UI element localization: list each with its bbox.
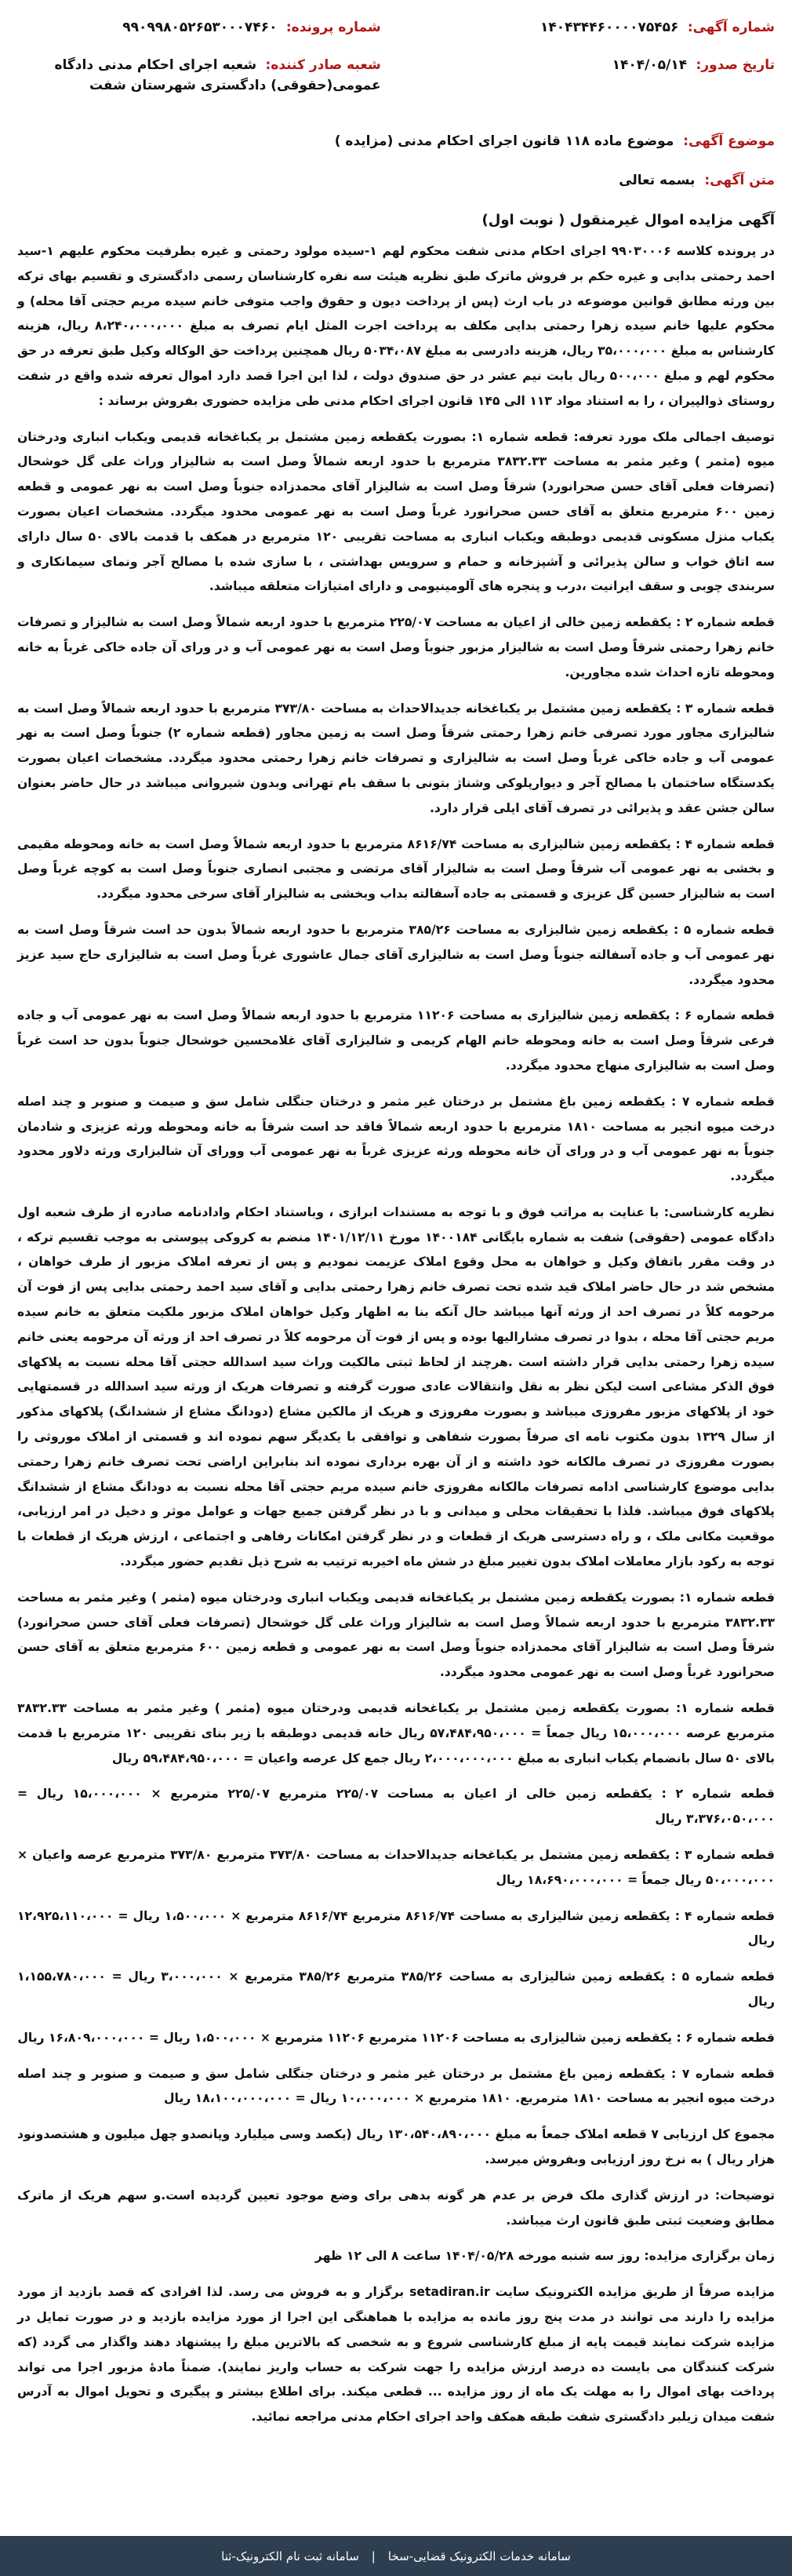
- paragraph: زمان برگزاری مزایده: روز سه شنبه مورخه ۱۴۰۴/۰۵/۲۸ ساعت ۸ الی ۱۲ ظهر: [314, 2249, 775, 2264]
- header-right: [411, 0, 775, 75]
- paragraph: قطعه شماره ۳ : یکقطعه زمین مشتمل بر یکباغخانه جدیدالاحداث به مساحت ۳۷۳/۸۰ مترمربع ۳۷۳/۸۰ مترمربع عرصه واعیان × ۵۰،۰۰۰،۰۰۰ ریال جمعاً = ۱۸،۶۹۰،۰۰۰،۰۰۰ ریال: [17, 1848, 775, 1887]
- paragraph: قطعه شماره ۳ : یکقطعه زمین مشتمل بر یکباغخانه جدیدالاحداث به مساحت ۳۷۳/۸۰ مترمربع با حدود اربعه شمالاً وصل است به شالیزاری مجاور مورد تصرفی خانم زهرا رحمتی شرقاً وصل است به زمین مجاور (قطعه شماره ۲) جنوباً وصل است به نهر عمومی آب و جاده خاکی غرباً وصل است به شالیزاری و تصرفات خانم زهرا رحمتی محدود میگردد. مشخصات اعیان بصورت یکدستگاه ساختمان با مصالح آجر و دیوارپلوکی وشناژ بتونی با سقف بام تهرانی وبدون شیروانی میباشد در حال حاضر بعنوان سالن جشن عقد و پذیرائی در تصرف آقای ایلی قرار دارد.: [17, 701, 775, 815]
- paragraph: توضیحات: در ارزش گذاری ملک فرض بر عدم هر گونه بدهی برای وضع موجود تعیین گردیده است.و سهم هریک از ماترک مطابق وضعیت ثبتی طبق قانون ارث میباشد.: [17, 2188, 775, 2228]
- header: [17, 0, 775, 96]
- paragraph: قطعه شماره ۷ : یکقطعه زمین باغ مشتمل بر درختان غیر مثمر و درختان جنگلی شامل سق و صیمت و صنوبر و چند اصله درخت میوه انجیر به مساحت ۱۸۱۰ مترمربع با حدود اربعه شمالاً فاقد حد است شرقاً به خانه ومحوطه ورثه عزیزی و شادمان جنوباً به نهر عمومی آب و در ورای آن خانه محوطه ورثه عزیزی غرباً به نهر عمومی آب وورای آن شالیزاری ورثه دلاور محدود میگردد.: [17, 1094, 775, 1184]
- issue-date: تاریخ صدور: ۱۴۰۴/۰۵/۱۴: [612, 57, 775, 73]
- case-number: شماره پرونده: ۹۹۰۹۹۸۰۵۲۶۵۳۰۰۰۷۴۶۰: [122, 20, 381, 35]
- paragraph: قطعه شماره ۴ : یکقطعه زمین شالیزاری به مساحت ۸۶۱۶/۷۴ مترمربع با حدود اربعه شمالاً وصل است به خانه ومحوطه مقیمی و بخشی به نهر عمومی آب شرقاً وصل است به شالیزار آقای مرتضی و مجتبی انصاری جنوباً وصل است به کوچه غرباً وصل است به شالیزار حسین گل عزیزی و قسمتی به جاده آسفالته بداب وبخشی به شالیزار آقای سرخی محدود میگردد.: [17, 836, 775, 902]
- issuer: شعبه صادر کننده: شعبه اجرای احکام مدنی دادگاه عمومی(حقوقی) دادگستری شهرستان شفت: [54, 57, 381, 93]
- footer-bar: [0, 2536, 792, 2576]
- paragraph: قطعه شماره ۴ : یکقطعه زمین شالیزاری به مساحت ۸۶۱۶/۷۴ مترمربع ۸۶۱۶/۷۴ مترمربع × ۱،۵۰۰،۰۰۰ ریال = ۱۲،۹۲۵،۱۱۰،۰۰۰ ریال: [17, 1908, 775, 1948]
- header-left: [17, 0, 381, 96]
- paragraph: قطعه شماره ۶ : یکقطعه زمین شالیزاری به مساحت ۱۱۲۰۶ مترمربع ۱۱۲۰۶ مترمربع × ۱،۵۰۰،۰۰۰ ریال = ۱۶،۸۰۹،۰۰۰،۰۰۰ ریال: [17, 2030, 775, 2045]
- paragraph: قطعه شماره ۵ : یکقطعه زمین شالیزاری به مساحت ۳۸۵/۲۶ مترمربع ۳۸۵/۲۶ مترمربع × ۳،۰۰۰،۰۰۰ ریال = ۱،۱۵۵،۷۸۰،۰۰۰ ریال: [17, 1969, 775, 2009]
- paragraph: توصیف اجمالی ملک مورد تعرفه: قطعه شماره ۱: بصورت یکقطعه زمین مشتمل بر یکباغخانه قدیمی ویکباب انباری ودرختان میوه (مثمر ) وغیر مثمر به مساحت ۳۸۳۲.۳۳ مترمربع با حدود اربعه شمالاً وصل است به شالیزار وراث علی گل خوشحال (تصرفات فعلی آقای حسن صحرانورد) شرقاً وصل است به شالیزار آقای محمدزاده جنوباً وصل است به نهر عمومی و قطعه زمین ۶۰۰ مترمربع متعلق به آقای حسن صحرانورد غرباً وصل است به نهر عمومی محدود میگردد. مشخصات اعیان بصورت یکباب منزل مسکونی قدیمی دوطبقه ویکباب انباری به مساحت تقریبی ۱۲۰ مترمربع در همکف با قدمت بالای ۵۰ سال دارای سه اتاق خواب و سالن پذیرائی و آشپزخانه و حمام و سرویس بهداشتی ، با سازی شده با مصالح آجر ونمای سیمانکاری و سربندی چوبی و سقف ایرانیت ،درب و پنجره های آلومینیومی و دارای امتیازات متعلقه میباشد.: [17, 429, 776, 594]
- paragraph: در پرونده کلاسه ۹۹۰۳۰۰۰۶ اجرای احکام مدنی شفت محکوم لهم ۱-سیده مولود رحمتی و غیره بطرفیت محکوم علیهم ۱-سید احمد رحمتی بدایی و غیره حکم بر فروش ماترک طبق نظریه هیئت سه نفره کارشناسان رسمی دادگستری و تقسیم بهای ترکه بین ورثه مطابق قوانین موضوعه در باب ارث (پس از پرداخت دیون و حقوق واجب متوفی خانم سیده مریم حجتی آقا محله) و محکوم علیها خانم سیده زهرا رحمتی بدایی مکلف به پرداخت اجرت المثل ایام تصرف به مبلغ ۸،۲۴۰،۰۰۰،۰۰۰ ریال، هزینه کارشناس به مبلغ ۳۵،۰۰۰،۰۰۰ ریال، هزینه دادرسی به مبلغ ۵۰۳۴،۰۸۷ ریال همچنین پرداخت حق الوکاله وکیل طبق تعرفه در حق محکوم لهم و مبلغ ۵۰۰،۰۰۰ ریال بابت نیم عشر در حق صندوق دولت ، لذا این اجرا قصد دارد اموال تعرفه شده واقع در شفت روستای ذوالپیران ، را به استناد مواد ۱۱۳ الی ۱۴۵ قانون اجرای احکام مدنی طی مزایده حضوری بفروش برساند :: [17, 244, 775, 408]
- notice-title: آگهی مزایده اموال غیرمنقول ( نوبت اول): [481, 212, 775, 228]
- paragraph: قطعه شماره ۶ : یکقطعه زمین شالیزاری به مساحت ۱۱۲۰۶ مترمربع با حدود اربعه شمالاً وصل است به نهر عمومی آب و جاده فرعی شرقاً وصل است به خانه ومحوطه خانم الهام کریمی و شالیزاری آقای غلامحسین خوشحال جنوباً بدون حد است غرباً وصل است به شالیزاری منهاج محدود میگردد.: [17, 1008, 776, 1073]
- footer-link-sakha[interactable]: سامانه خدمات الکترونیک قضایی-سخا: [387, 2549, 571, 2563]
- paragraph: قطعه شماره ۱: بصورت یکقطعه زمین مشتمل بر یکباغخانه قدیمی ودرختان میوه (مثمر ) وغیر مثمر به مساحت ۳۸۳۲.۳۳ مترمربع عرصه ۱۵،۰۰۰،۰۰۰ ریال جمعاً = ۵۷،۴۸۴،۹۵۰،۰۰۰ ریال خانه قدیمی دوطبقه با زیر بنای تقریبی ۱۲۰ مترمربع با قدمت بالای ۵۰ سال بانضمام یکباب انباری به مبلغ ۲،۰۰۰،۰۰۰،۰۰۰ ریال جمع کل عرصه واعیان = ۵۹،۴۸۴،۹۵۰،۰۰۰ ریال: [17, 1701, 775, 1765]
- notice-paragraphs: [17, 239, 775, 2430]
- paragraph: مجموع کل ارزیابی ۷ قطعه املاک جمعاً به مبلغ ۱۳۰،۵۴۰،۸۹۰،۰۰۰ ریال (یکصد وسی میلیارد وپانصدو چهل میلیون و هشتصدونود هزار ریال ) به نرخ روز ارزیابی وبفروش میرسد.: [17, 2127, 775, 2166]
- text-label: متن آگهی: بسمه تعالی: [619, 173, 775, 188]
- paragraph: نظریه کارشناسی: با عنایت به مراتب فوق و با توجه به مستندات ابرازی ، وباستناد احکام وادادنامه صادره از طرف شعبه اول دادگاه عمومی (حقوقی) شفت به شماره بایگانی ۱۴۰۰۱۸۴ مورخ ۱۴۰۱/۱۲/۱۱ منضم به کروکی پیوستی به موجب تقسیم ترکه ، در وقت مقرر باتفاق وکیل و خواهان به محل وقوع املاک عزیمت نمودیم و پس از تعرفه املاک مزبور از طرف خواهان ، مشخص شد در حال حاضر املاک قید شده تحت تصرف خانم زهرا رحمتی بدایی و آقای سید احمد رحمتی بدایی پس از فوت آن مرحومه کلاً در تصرف احد از ورثه آنها میباشد حال آنکه بنا به اظهار وکیل خواهان املاک مزبور ملکیت متعلق به خانم سیده مریم حجتی آقا محله ، بدوا در تصرف مشارالیها بوده و پس از فوت آن مرحومه کلاً در تصرف احد از ورثه آن مرحومه یعنی خانم سیده زهرا رحمتی بدایی قرار داشته است .هرچند از لحاظ ثبتی مالکیت وراث سید اسدالله حجتی آقا محله نسبت به پلاکهای فوق الذکر مشاعی است لیکن نظر به نقل وانتقالات عادی صورت گرفته و تصرفات هریک از ورثه سید اسدالله در قسمتهایی خود از پلاکهای مزبور مفروزی میباشد و بصورت مفروزی و هریک از مالکین مشاع (دودانگ مشاع از ششدانگ) پلاکهای مذکور از سال ۱۳۲۹ بدون مکتوب نامه ای صرفاً بصورت شفاهی و توافقی با یکدیگر سهم نموده اند و قسمتی از املاک موروثی را بصورت مفروزی در تصرف مالکانه خود داشته و از آن بهره برداری نموده اند بنابراین اراضی تحت تصرف خانم زهرا رحمتی بدایی موضوع کارشناسی ادامه تصرفات مالکانه مفروزی خانم سیده مریم حجتی آقا محله نسبت به دودانگ مشاع از ششدانگ پلاکهای فوق میباشد. فلذا با تحقیقات محلی و میدانی و با در نظر گرفتن جمیع جهات و عوامل موثر و دخیل در امر ارزیابی، موقعیت مکانی ملک ، و راه دسترسی هریک از قطعات و در نظر گرفتن امکانات رفاهی و اجتماعی ، ارزش هریک از قطعات با توجه به رکود بازار معاملات املاک بدون تغییر مبلغ در شش ماه اخیربه ترتیب به شرح ذیل تقدیم حضور میگردد.: [17, 1204, 775, 1569]
- footer-link-sana[interactable]: سامانه ثبت نام الکترونیک-ثنا: [221, 2549, 359, 2563]
- paragraph: مزایده صرفاً از طریق مزایده الکترونیک سایت setadiran.ir برگزار و به فروش می رسد. لذا افرادی که قصد بازدید از مورد مزایده را دارند می توانند در مدت پنج روز مانده به مزایده با هماهنگی این اجرا از مورد مزایده بازدید و در صورت تمایل در مزایده شرکت نمایند قیمت پایه از مبلغ کارشناسی شروع و به شخصی که بالاترین مبلغ را پیشنهاد دهند واگذار می گردد (که شرکت کنندگان می بایست ده درصد ارزش مزایده را جهت شرکت به حساب واریز نمایند). ضمناً مادهٔ مزبور اجرا می تواند پرداخت بهای اموال را به مهلت یک ماه از روز مزایده ... قطعی میکند. برای اطلاع بیشتر و پیگیری و تحویل اموال به آدرس شفت میدان زیلبر دادگستری شفت طبقه همکف واحد اجرای احکام مدنی مراجعه نمائید.: [17, 2285, 775, 2425]
- subject: موضوع آگهی: موضوع ماده ۱۱۸ قانون اجرای احکام مدنی (مزایده ): [334, 133, 775, 149]
- paragraph: قطعه شماره ۲ : یکقطعه زمین خالی از اعیان به مساحت ۲۲۵/۰۷ مترمربع با حدود اربعه شمالاً وصل است به شالیزار و تصرفات خانم زهرا رحمتی شرقاً وصل است به شالیزار مزبور جنوباً وصل است به نهر عمومی آب و در ورای آن جاده خاکی غرباً به خانه ومحوطه تازه احداث شده مجاورین.: [17, 615, 775, 680]
- paragraph: قطعه شماره ۷ : یکقطعه زمین باغ مشتمل بر درختان غیر مثمر و درختان جنگلی شامل سق و صیمت و صنوبر و چند اصله درخت میوه انجیر به مساحت ۱۸۱۰ مترمربع. ۱۸۱۰ مترمربع × ۱۰،۰۰۰،۰۰۰ ریال = ۱۸،۱۰۰،۰۰۰،۰۰۰ ریال: [17, 2066, 775, 2106]
- ad-number: شماره آگهی: ۱۴۰۴۳۴۴۶۰۰۰۰۷۵۴۵۶: [540, 20, 775, 35]
- footer-separator: |: [371, 2549, 376, 2563]
- paragraph: قطعه شماره ۱: بصورت یکقطعه زمین مشتمل بر یکباغخانه قدیمی ویکباب انباری ودرختان میوه (مثمر ) وغیر مثمر به مساحت ۳۸۳۲.۳۳ مترمربع با حدود اربعه شمالاً وصل است به شالیزار وراث علی گل خوشحال (تصرفات فعلی آقای حسن صحرانورد) شرقاً وصل است به شالیزار آقای محمدزاده جنوباً وصل است به نهر عمومی و قطعه زمین ۶۰۰ مترمربع متعلق به آقای حسن صحرانورد غرباً وصل است به نهر عمومی محدود میگردد.: [17, 1590, 776, 1680]
- paragraph: قطعه شماره ۵ : یکقطعه زمین شالیزاری به مساحت ۳۸۵/۲۶ مترمربع با حدود اربعه شمالاً بدون حد است شرقاً وصل است به نهر عمومی آب و جاده آسفالته جنوباً وصل است به شالیزاری آقای جمال عاشوری غرباً وصل است به شالیزاری حاج سید عزیز محدود میگردد.: [17, 922, 776, 987]
- paragraph: قطعه شماره ۲ : یکقطعه زمین خالی از اعیان به مساحت ۲۲۵/۰۷ مترمربع ۲۲۵/۰۷ مترمربع × ۱۵،۰۰۰،۰۰۰ ریال = ۳،۳۷۶،۰۵۰،۰۰۰ ریال: [17, 1787, 775, 1827]
